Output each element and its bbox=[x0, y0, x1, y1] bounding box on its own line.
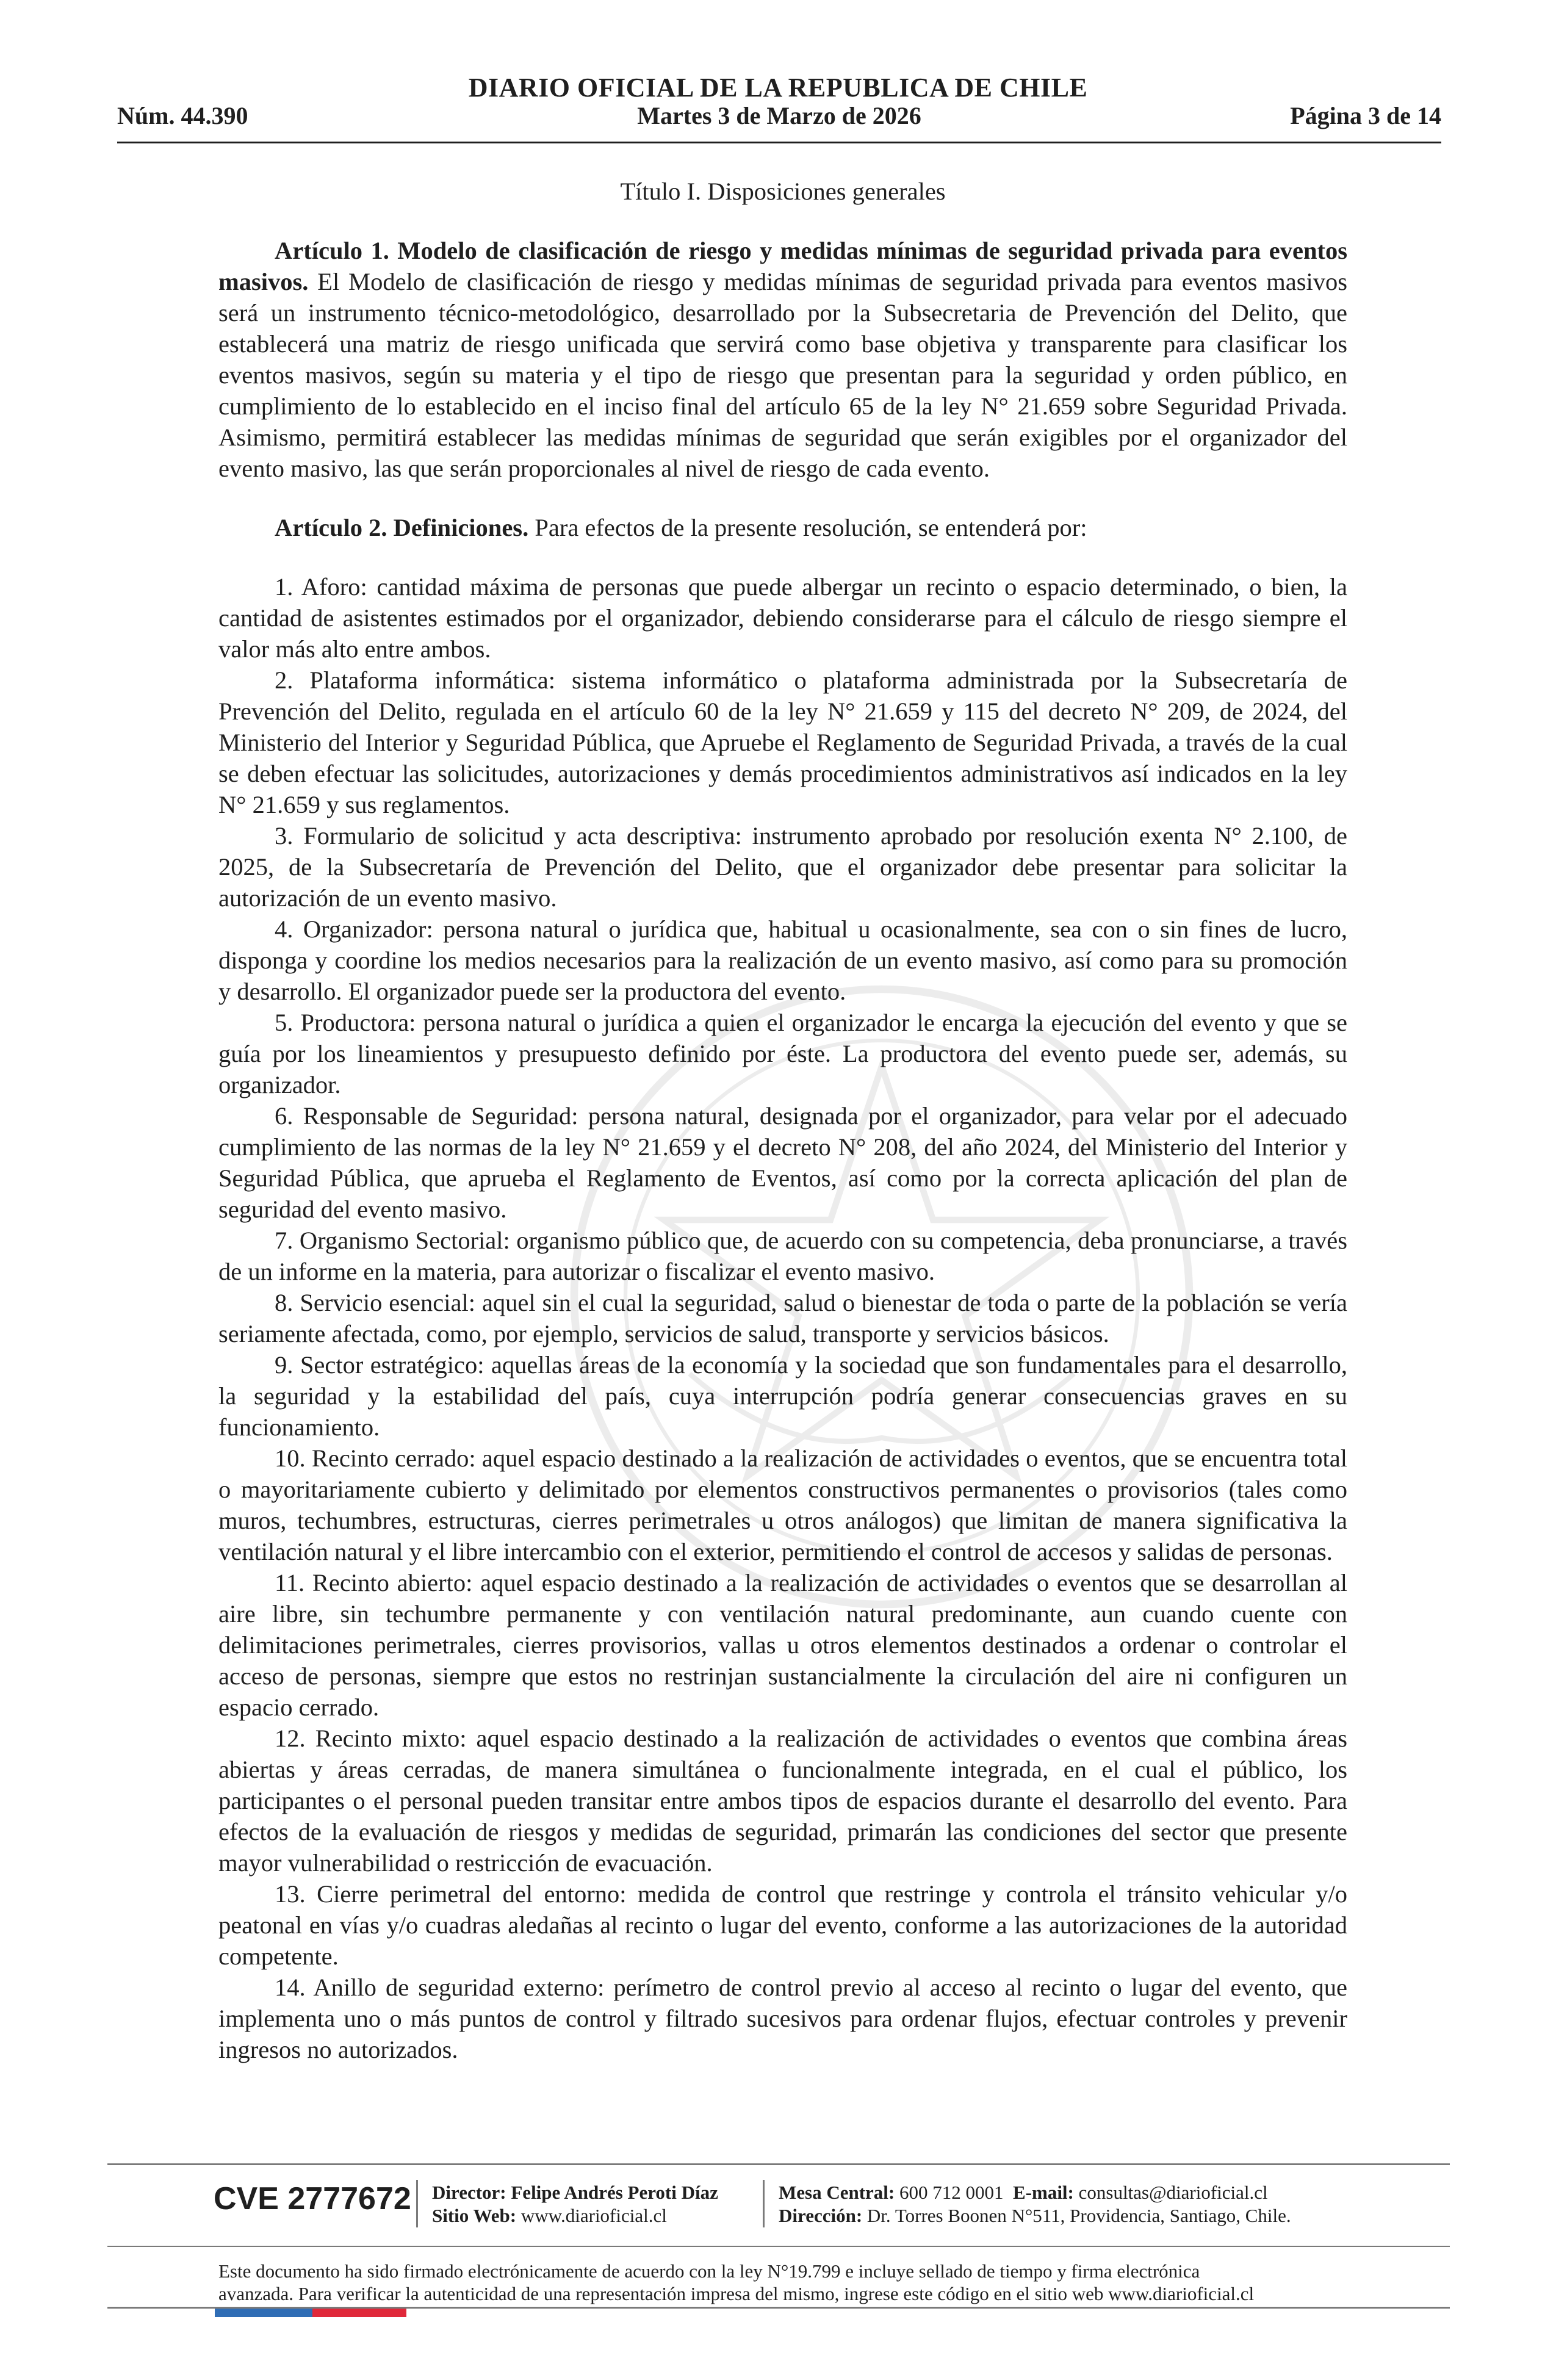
definition-item: 14. Anillo de seguridad externo: perímetro de control previo al acceso al recinto o lugar del evento, que implementa uno o más puntos de control y filtrado sucesivos para ordenar flujos, efectuar controles y prevenir ingresos no autorizados. bbox=[218, 1974, 1347, 2063]
director-label: Director: bbox=[432, 2182, 506, 2203]
website-label: Sitio Web: bbox=[432, 2205, 517, 2226]
header-row bbox=[117, 101, 1441, 135]
definition-item: 12. Recinto mixto: aquel espacio destinado a la realización de actividades o eventos que combina áreas abiertas y áreas cerradas, de manera simultánea o funcionalmente integrada, en el cual el público, los participantes o el personal pueden transitar entre ambos tipos de espacios durante el desarrollo del evento. Para efectos de la evaluación de riesgos y medidas de seguridad, primarán las condiciones del sector que presente mayor vulnerabilidad o restricción de evacuación. bbox=[218, 1725, 1347, 1877]
cve-code: CVE 2777672 bbox=[214, 2181, 411, 2216]
footer-separator bbox=[416, 2180, 418, 2227]
footer-divider-middle bbox=[107, 2246, 1450, 2247]
publication-title: DIARIO OFICIAL DE LA REPUBLICA DE CHILE bbox=[468, 73, 1088, 103]
phone-label: Mesa Central: bbox=[779, 2182, 895, 2203]
definition-item: 2. Plataforma informática: sistema informático o plataforma administrada por la Subsecretaría de Prevención del Delito, regulada en el artículo 60 de la ley N° 21.659 y 115 del decreto N° 209, de 2024, del Ministerio del Interior y Seguridad Pública, que Apruebe el Reglamento de Seguridad Privada, a través de la cual se deben efectuar las solicitudes, autorizaciones y demás procedimientos administrativos así indicados en la ley N° 21.659 y sus reglamentos. bbox=[218, 666, 1347, 818]
definition-item: 8. Servicio esencial: aquel sin el cual la seguridad, salud o bienestar de toda o parte de la población se vería seriamente afectada, como, por ejemplo, servicios de salud, transporte y servicios básicos. bbox=[218, 1289, 1347, 1347]
footer-divider-top bbox=[107, 2163, 1450, 2165]
page-number: Página 3 de 14 bbox=[1290, 102, 1441, 129]
definition-item: 10. Recinto cerrado: aquel espacio destinado a la realización de actividades o eventos, que se encuentra total o mayoritariamente cubierto y delimitado por elementos constructivos permanentes o provisorios (tales como muros, techumbres, estructuras, cierres perimetrales u otros análogos) que limitan de manera significativa la ventilación natural y el libre intercambio con el exterior, permitiendo el control de accesos y salidas de personas. bbox=[218, 1444, 1347, 1565]
definitions-list bbox=[218, 571, 1347, 2065]
issue-number: Núm. 44.390 bbox=[117, 102, 248, 129]
definition-item: 6. Responsable de Seguridad: persona natural, designada por el organizador, para velar por el adecuado cumplimiento de las normas de la ley N° 21.659 y el decreto N° 208, del año 2024, del Ministerio del Interior y Seguridad Pública, que aprueba el Reglamento de Eventos, así como por la correcta aplicación del plan de seguridad del evento masivo. bbox=[218, 1102, 1347, 1223]
email-label: E-mail: bbox=[1013, 2182, 1074, 2203]
phone-value: 600 712 0001 bbox=[899, 2182, 1004, 2203]
definition-item: 9. Sector estratégico: aquellas áreas de la economía y la sociedad que son fundamentales para el desarrollo, la seguridad y la estabilidad del país, cuya interrupción podría generar consecuencias graves en su funcionamiento. bbox=[218, 1351, 1347, 1441]
address-label: Dirección: bbox=[779, 2205, 863, 2226]
header-divider bbox=[117, 142, 1441, 143]
notice-line: avanzada. Para verificar la autenticidad de una representación impresa del mismo, ingrese este código en el sitio web www.diarioficial.cl bbox=[218, 2283, 1255, 2304]
document-body bbox=[218, 176, 1347, 2065]
flag-stripe-red bbox=[312, 2309, 406, 2317]
section-title: Título I. Disposiciones generales bbox=[620, 178, 946, 205]
article-1 bbox=[218, 235, 1347, 484]
notice-line: Este documento ha sido firmado electrónicamente de acuerdo con la ley N°19.799 e incluye sellado de tiempo y firma electrónica bbox=[218, 2260, 1200, 2282]
article-2-heading: Artículo 2. Definiciones. bbox=[275, 514, 529, 541]
definition-item: 5. Productora: persona natural o jurídica a quien el organizador le encarga la ejecución del evento y que se guía por los lineamientos y presupuesto definido por éste. La productora del evento puede ser, además, su organizador. bbox=[218, 1009, 1347, 1098]
issue-date: Martes 3 de Marzo de 2026 bbox=[637, 102, 921, 129]
flag-stripe-blue bbox=[215, 2309, 312, 2317]
signature-notice bbox=[218, 2260, 1378, 2305]
footer-separator bbox=[763, 2180, 765, 2227]
address-value: Dr. Torres Boonen N°511, Providencia, Santiago, Chile. bbox=[866, 2205, 1291, 2226]
footer-contact-block bbox=[779, 2181, 1291, 2227]
definition-item: 13. Cierre perimetral del entorno: medida de control que restringe y controla el tránsito vehicular y/o peatonal en vías y/o cuadras aledañas al recinto o lugar del evento, conforme a las autorizaciones de la autoridad competente. bbox=[218, 1880, 1347, 1970]
footer-director-block bbox=[432, 2181, 718, 2227]
article-1-text: El Modelo de clasificación de riesgo y medidas mínimas de seguridad privada para eventos masivos será un instrumento técnico-metodológico, desarrollado por la Subsecretaria de Prevención del Delito, que establecerá una matriz de riesgo unificada que servirá como base objetiva y transparente para clasificar los eventos masivos, según su materia y el tipo de riesgo que presentan para la seguridad y orden público, en cumplimiento de lo establecido en el inciso final del artículo 65 de la ley N° 21.659 sobre Seguridad Privada. Asimismo, permitirá establecer las medidas mínimas de seguridad que serán exigibles por el organizador del evento masivo, las que serán proporcionales al nivel de riesgo de cada evento. bbox=[218, 268, 1347, 482]
director-name: Felipe Andrés Peroti Díaz bbox=[511, 2182, 718, 2203]
definition-item: 1. Aforo: cantidad máxima de personas que puede albergar un recinto o espacio determinado, o bien, la cantidad de asistentes estimados por el organizador, debiendo considerarse para el cálculo de riesgo siempre el valor más alto entre ambos. bbox=[218, 573, 1347, 663]
article-1-heading: Artículo 1. Modelo de clasificación de riesgo y medidas mínimas de seguridad privada para eventos masivos. bbox=[218, 237, 1347, 295]
article-2-text: Para efectos de la presente resolución, se entenderá por: bbox=[528, 514, 1087, 541]
definition-item: 11. Recinto abierto: aquel espacio destinado a la realización de actividades o eventos que se desarrollan al aire libre, sin techumbre permanente y con ventilación natural predominante, aun cuando cuente con delimitaciones perimetrales, cierres provisorios, vallas u otros elementos destinados a ordenar o controlar el acceso de personas, siempre que estos no restrinjan sustancialmente la circulación del aire ni configuren un espacio cerrado. bbox=[218, 1569, 1347, 1721]
definition-item: 3. Formulario de solicitud y acta descriptiva: instrumento aprobado por resolución exenta N° 2.100, de 2025, de la Subsecretaría de Prevención del Delito, que el organizador debe presentar para solicitar la autorización de un evento masivo. bbox=[218, 822, 1347, 912]
article-2 bbox=[218, 512, 1347, 543]
definition-item: 4. Organizador: persona natural o jurídica que, habitual u ocasionalmente, sea con o sin fines de lucro, disponga y coordine los medios necesarios para la realización de un evento masivo, así como para su promoción y desarrollo. El organizador puede ser la productora del evento. bbox=[218, 915, 1347, 1005]
definition-item: 7. Organismo Sectorial: organismo público que, de acuerdo con su competencia, deba pronunciarse, a través de un informe en la materia, para autorizar o fiscalizar el evento masivo. bbox=[218, 1227, 1347, 1285]
email-link[interactable]: consultas@diarioficial.cl bbox=[1078, 2182, 1268, 2203]
website-link[interactable]: www.diarioficial.cl bbox=[520, 2205, 667, 2226]
